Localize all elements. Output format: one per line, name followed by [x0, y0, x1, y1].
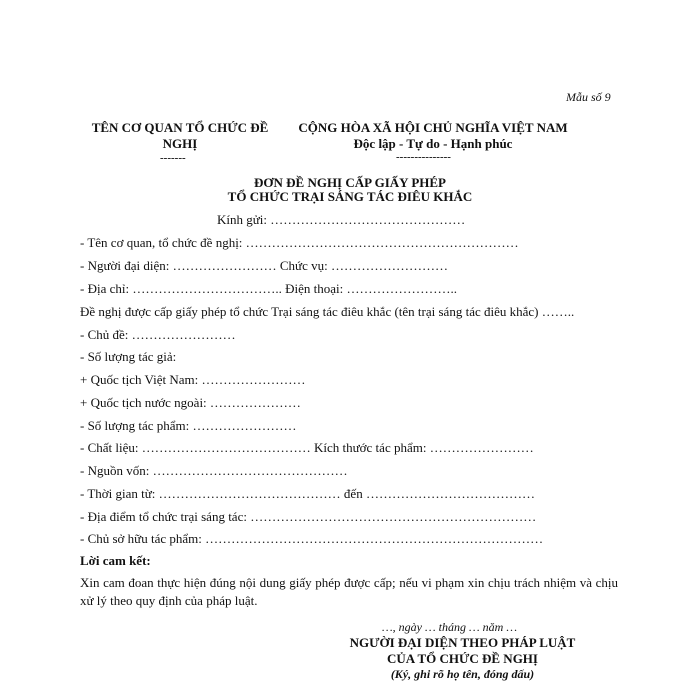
field-time: - Thời gian từ: …………………………………… đến …………………………………: [80, 486, 535, 501]
date-line: …, ngày … tháng … năm …: [382, 620, 518, 634]
commitment-text: Xin cam đoan thực hiện đúng nội dung giấy phép được cấp; nếu vi phạm xin chịu trách nhiệm và chịu xử lý theo quy định của pháp luật.: [80, 575, 618, 608]
agency-separator: -------: [160, 152, 186, 164]
field-agency-name: - Tên cơ quan, tổ chức đề nghị: ………………………………………………………: [80, 235, 519, 250]
field-foreign-nationality: + Quốc tịch nước ngoài: …………………: [80, 395, 301, 410]
document-title-line-1: ĐƠN ĐỀ NGHỊ CẤP GIẤY PHÉP: [254, 175, 446, 190]
field-venue: - Địa điểm tổ chức trại sáng tác: …………………………………………………………: [80, 509, 537, 524]
field-representative: - Người đại diện: …………………… Chức vụ: ………………………: [80, 258, 448, 273]
nation-name: CỘNG HÒA XÃ HỘI CHỦ NGHĨA VIỆT NAM: [298, 120, 568, 135]
field-address: - Địa chỉ: …………………………….. Điện thoại: ……………………..: [80, 281, 457, 296]
motto-separator: ---------------: [396, 151, 451, 163]
field-work-count: - Số lượng tác phẩm: ……………………: [80, 418, 297, 433]
signer-role-line-2: CỦA TỔ CHỨC ĐỀ NGHỊ: [387, 651, 538, 666]
request-line: Đề nghị được cấp giấy phép tổ chức Trại sáng tác điêu khắc (tên trại sáng tác điêu khắc) ……..: [80, 304, 575, 319]
signer-role-line-1: NGƯỜI ĐẠI DIỆN THEO PHÁP LUẬT: [349, 635, 576, 650]
commitment-heading: Lời cam kết:: [80, 553, 151, 568]
field-vietnam-nationality: + Quốc tịch Việt Nam: ……………………: [80, 372, 306, 387]
recipient-line: Kính gửi: ………………………………………: [217, 212, 466, 227]
signature-instruction: (Ký, ghi rõ họ tên, đóng dấu): [390, 667, 535, 681]
field-owner: - Chủ sở hữu tác phẩm: ……………………………………………………………………: [80, 531, 544, 546]
field-funding: - Nguồn vốn: ………………………………………: [80, 463, 348, 478]
field-theme: - Chủ đề: ……………………: [80, 327, 236, 342]
form-code: Mẫu số 9: [566, 90, 611, 104]
field-material: - Chất liệu: ………………………………… Kích thước tác phẩm: ……………………: [80, 440, 534, 455]
nation-motto: Độc lập - Tự do - Hạnh phúc: [353, 136, 513, 151]
agency-name: TÊN CƠ QUAN TỔ CHỨC ĐỀ NGHỊ: [91, 120, 269, 151]
document-title-line-2: TỔ CHỨC TRẠI SÁNG TÁC ĐIÊU KHẮC: [227, 189, 473, 204]
field-author-count: - Số lượng tác giả:: [80, 349, 177, 364]
